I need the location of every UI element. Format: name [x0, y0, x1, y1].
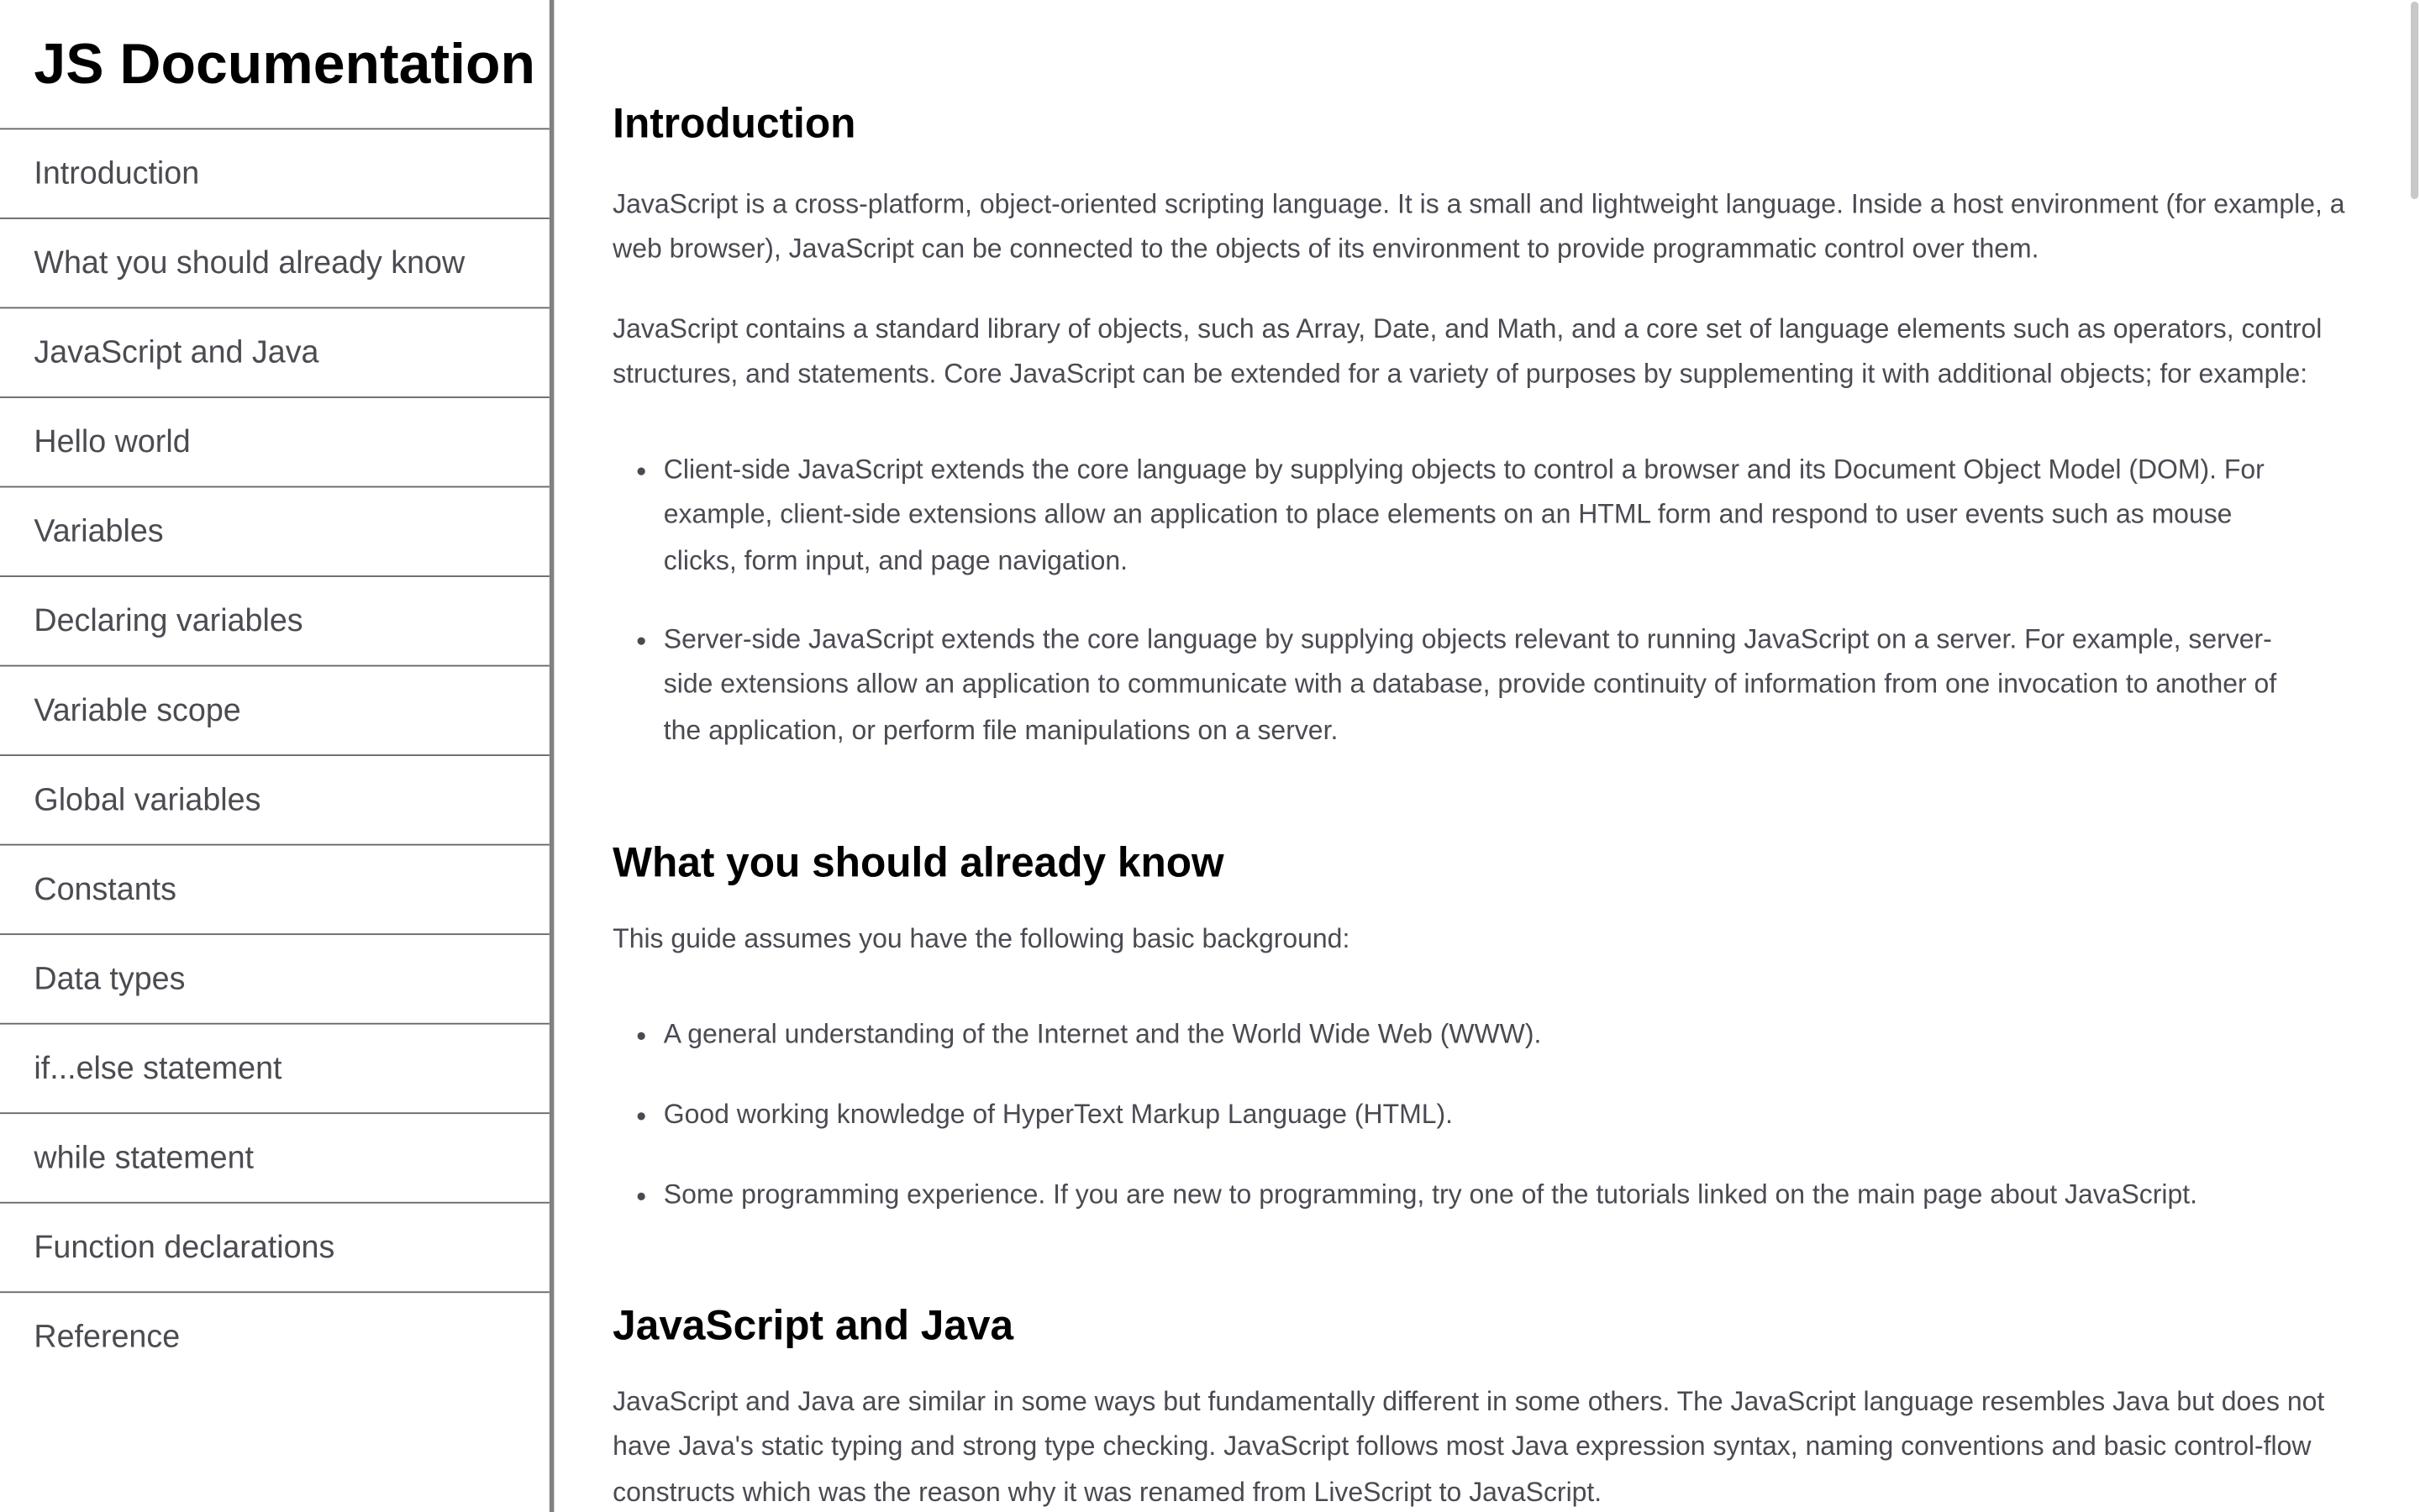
list-item: • Some programming experience. If you are new to programming, try one of the tutorials linked on the main page about JavaScript. [664, 1173, 2287, 1218]
scrollbar-thumb[interactable] [2411, 2, 2418, 199]
main-doc [613, 0, 2357, 1512]
nav-link-introduction[interactable]: Introduction [0, 129, 550, 219]
section-heading: JavaScript and Java [613, 1302, 1014, 1349]
navbar [0, 0, 554, 1512]
section-introduction [613, 99, 2357, 753]
list-item: • Client-side JavaScript extends the core language by supplying objects to control a browser and its Document Object Model (DOM). For example, client-side extensions allow an application to place elements on an HTML form and respond to user events such as mouse clicks, form input, and page navigation. [664, 448, 2287, 583]
list-item: • Server-side JavaScript extends the core language by supplying objects relevant to running JavaScript on a server. For example, server-side extensions allow an application to communicate with a database, provide continuity of information from one invocation to another of the application, or perform file manipulations on a server. [664, 617, 2287, 753]
list-item: • A general understanding of the Internet and the World Wide Web (WWW). [664, 1012, 2287, 1058]
section-heading: What you should already know [613, 839, 1224, 886]
navbar-title: JS Documentation [0, 0, 550, 129]
paragraph: This guide assumes you have the following basic background: [613, 922, 1350, 954]
nav-link-function-declarations[interactable]: Function declarations [0, 1204, 550, 1294]
nav-link-hello-world[interactable]: Hello world [0, 398, 550, 488]
nav-link-what-you-should-already-know[interactable]: What you should already know [0, 219, 550, 309]
nav-link-data-types[interactable]: Data types [0, 935, 550, 1025]
section-heading: Introduction [613, 100, 856, 147]
list-item: • Good working knowledge of HyperText Markup Language (HTML). [664, 1093, 2287, 1138]
nav-link-reference[interactable]: Reference [34, 1319, 181, 1355]
nav-link-constants[interactable]: Constants [0, 846, 550, 936]
nav-link-declaring-variables[interactable]: Declaring variables [0, 577, 550, 667]
section-javascript-and-java [613, 1301, 2357, 1512]
nav-link-while-statement[interactable]: while statement [0, 1114, 550, 1204]
nav-link-if-else-statement[interactable]: if...else statement [0, 1025, 550, 1115]
section-what-you-should-already-know [613, 837, 2357, 1217]
nav-link-global-variables[interactable]: Global variables [0, 756, 550, 846]
paragraph: JavaScript and Java are similar in some ways but fundamentally different in some others. The JavaScript language resembles Java but does not have Java's static typing and strong type checking. JavaScript follows most Java expression syntax, naming conventions and basic control-flow constructs which was the reason why it was renamed from LiveScript to JavaScript. [613, 1385, 2325, 1508]
bullet-list [613, 1012, 2357, 1217]
bullet-list [613, 448, 2357, 753]
nav-link-variables[interactable]: Variables [0, 487, 550, 577]
nav-link-variable-scope[interactable]: Variable scope [0, 666, 550, 756]
nav-link-javascript-and-java[interactable]: JavaScript and Java [0, 308, 550, 398]
nav-list [0, 129, 550, 1382]
paragraph: JavaScript is a cross-platform, object-oriented scripting language. It is a small and lightweight language. Inside a host environment (for example, a web browser), JavaScript can be connected to the objects of its environment to provide programmatic control over them. [613, 188, 2345, 265]
paragraph: JavaScript contains a standard library of objects, such as Array, Date, and Math, and a core set of language elements such as operators, control structures, and statements. Core JavaScript can be extended for a variety of purposes by supplementing it with additional objects; for example: [613, 312, 2323, 389]
